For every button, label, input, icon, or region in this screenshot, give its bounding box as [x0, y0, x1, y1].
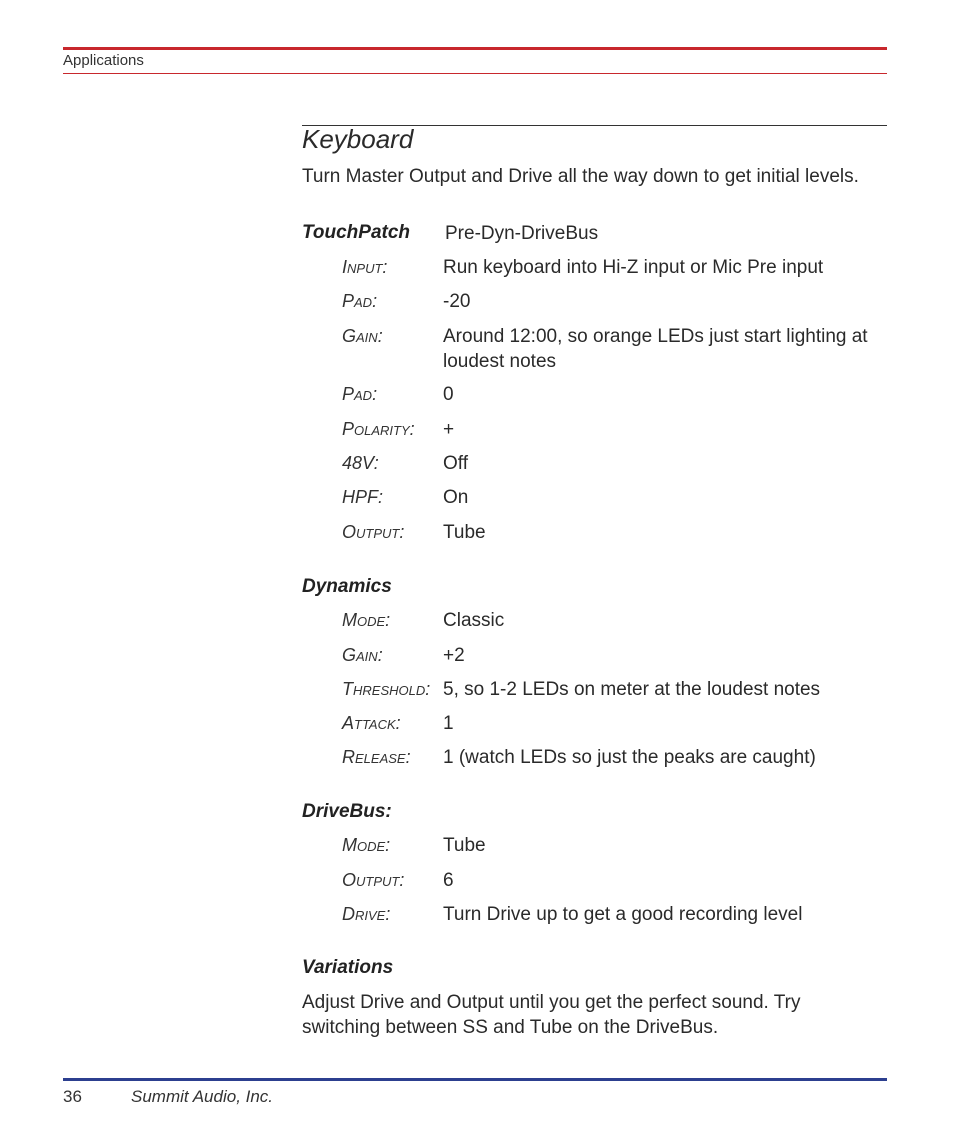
variations-text: Adjust Drive and Output until you get the perfect sound. Try switching between SS and Tube on the DriveBus. [302, 992, 801, 1038]
setting-value: 0 [443, 384, 454, 405]
footer-rule [63, 1078, 887, 1081]
setting-label: PAD: [342, 291, 378, 311]
setting-label: 48V: [342, 453, 379, 473]
dynamics-heading: Dynamics [302, 576, 392, 597]
header-rule [63, 47, 887, 50]
setting-label: MODE: [342, 610, 391, 630]
running-header: Applications [63, 52, 144, 69]
touchpatch-heading: TouchPatch [302, 222, 411, 243]
intro-text: Turn Master Output and Drive all the way down to get initial levels. [302, 166, 859, 187]
setting-value: + [443, 419, 455, 440]
setting-value: Off [443, 453, 468, 474]
setting-label: PAD: [342, 384, 378, 404]
setting-label: HPF: [342, 487, 384, 507]
setting-value: Around 12:00, so orange LEDs just start lighting at loudest notes [443, 326, 868, 372]
variations-heading: Variations [302, 957, 394, 978]
setting-label: INPUT: [342, 257, 388, 277]
footer-company: Summit Audio, Inc. [131, 1087, 274, 1106]
setting-value: 5, so 1-2 LEDs on meter at the loudest notes [443, 679, 821, 700]
setting-value: Turn Drive up to get a good recording level [443, 904, 803, 925]
setting-value: Tube [443, 835, 486, 856]
setting-value: 1 [443, 713, 454, 734]
setting-value: On [443, 487, 469, 508]
setting-label: OUTPUT: [342, 522, 405, 542]
drivebus-heading: DriveBus: [302, 801, 392, 822]
setting-label: MODE: [342, 835, 391, 855]
setting-value: -20 [443, 291, 471, 312]
touchpatch-value: Pre-Dyn-DriveBus [445, 223, 599, 244]
setting-value: Run keyboard into Hi-Z input or Mic Pre input [443, 257, 824, 278]
setting-label: THRESHOLD: [342, 679, 431, 699]
setting-value: Tube [443, 522, 486, 543]
setting-label: GAIN: [342, 645, 383, 665]
setting-label: POLARITY: [342, 419, 415, 439]
setting-label: OUTPUT: [342, 870, 405, 890]
setting-label: ATTACK: [342, 713, 401, 733]
header-underline [63, 73, 887, 74]
setting-label: DRIVE: [342, 904, 391, 924]
setting-value: 6 [443, 870, 454, 891]
page-title: Keyboard [302, 124, 414, 154]
setting-value: Classic [443, 610, 505, 631]
page-number: 36 [63, 1087, 82, 1106]
setting-value: +2 [443, 645, 465, 666]
setting-value: 1 (watch LEDs so just the peaks are caught) [443, 747, 816, 768]
setting-label: GAIN: [342, 326, 383, 346]
setting-label: RELEASE: [342, 747, 411, 767]
